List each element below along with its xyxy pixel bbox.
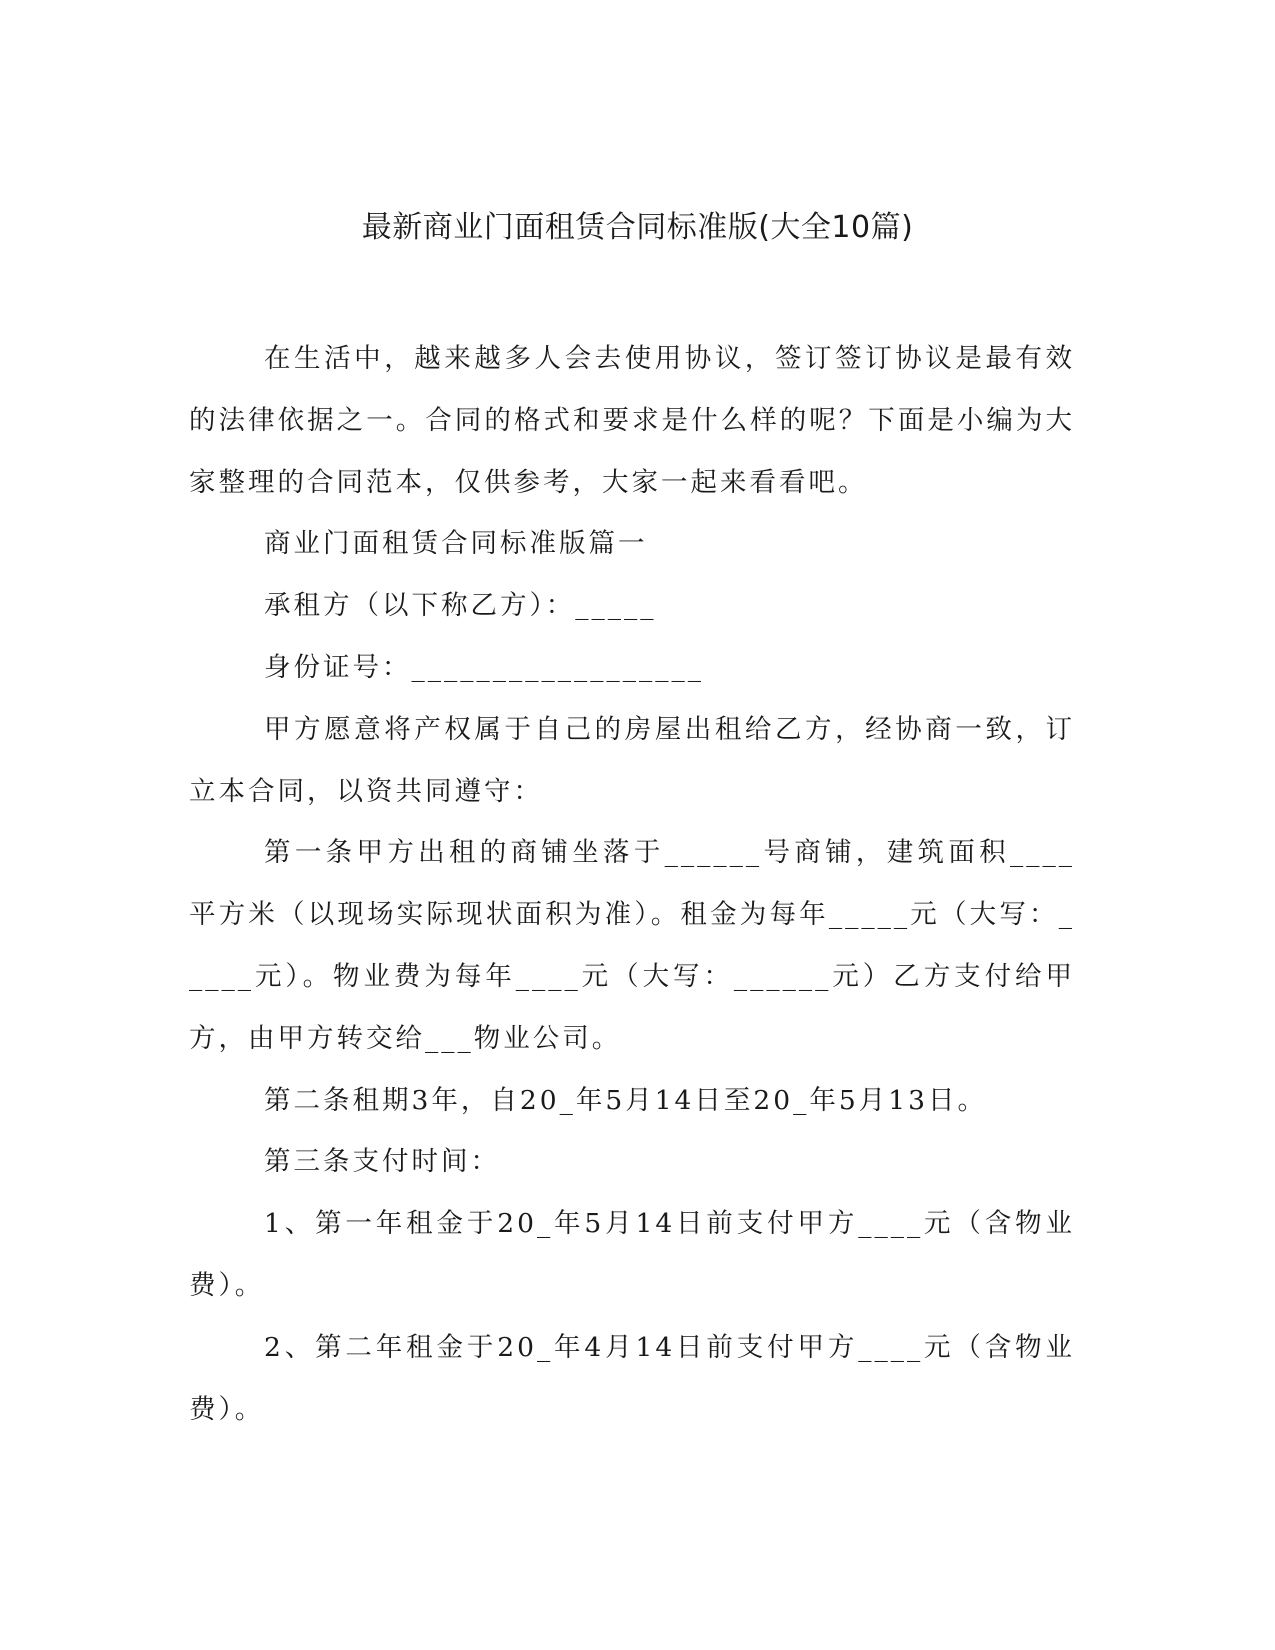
document-body [189, 328, 1075, 1440]
paragraph-payment-2: 2、第二年租金于20_年4月14日前支付甲方____元（含物业费）。 [189, 1331, 1075, 1425]
paragraph-payment-1: 1、第一年租金于20_年5月14日前支付甲方____元（含物业费）。 [189, 1208, 1075, 1301]
paragraph-agreement: 甲方愿意将产权属于自己的房屋出租给乙方，经协商一致，订立本合同，以资共同遵守： [189, 713, 1075, 807]
paragraph-tenant: 承租方（以下称乙方）：_____ [264, 590, 657, 622]
document-title: 最新商业门面租赁合同标准版(大全10篇) [361, 210, 914, 245]
paragraph-id-number: 身份证号：__________________ [264, 651, 704, 683]
paragraph-article-2: 第二条租期3年，自20_年5月14日至20_年5月13日。 [264, 1084, 987, 1116]
paragraph-section-heading: 商业门面租赁合同标准版篇一 [264, 528, 648, 560]
paragraph-article-1: 第一条甲方出租的商铺坐落于______号商铺，建筑面积____平方米（以现场实际现状面积为准）。租金为每年_____元（大写：_____元）。物业费为每年____元（大写：______元）乙方支付给甲方，由甲方转交给___物业公司。 [189, 837, 1075, 1054]
paragraph-article-3: 第三条支付时间： [264, 1146, 500, 1178]
paragraph-intro: 在生活中，越来越多人会去使用协议，签订签订协议是最有效的法律依据之一。合同的格式和要求是什么样的呢？下面是小编为大家整理的合同范本，仅供参考，大家一起来看看吧。 [189, 343, 1075, 498]
